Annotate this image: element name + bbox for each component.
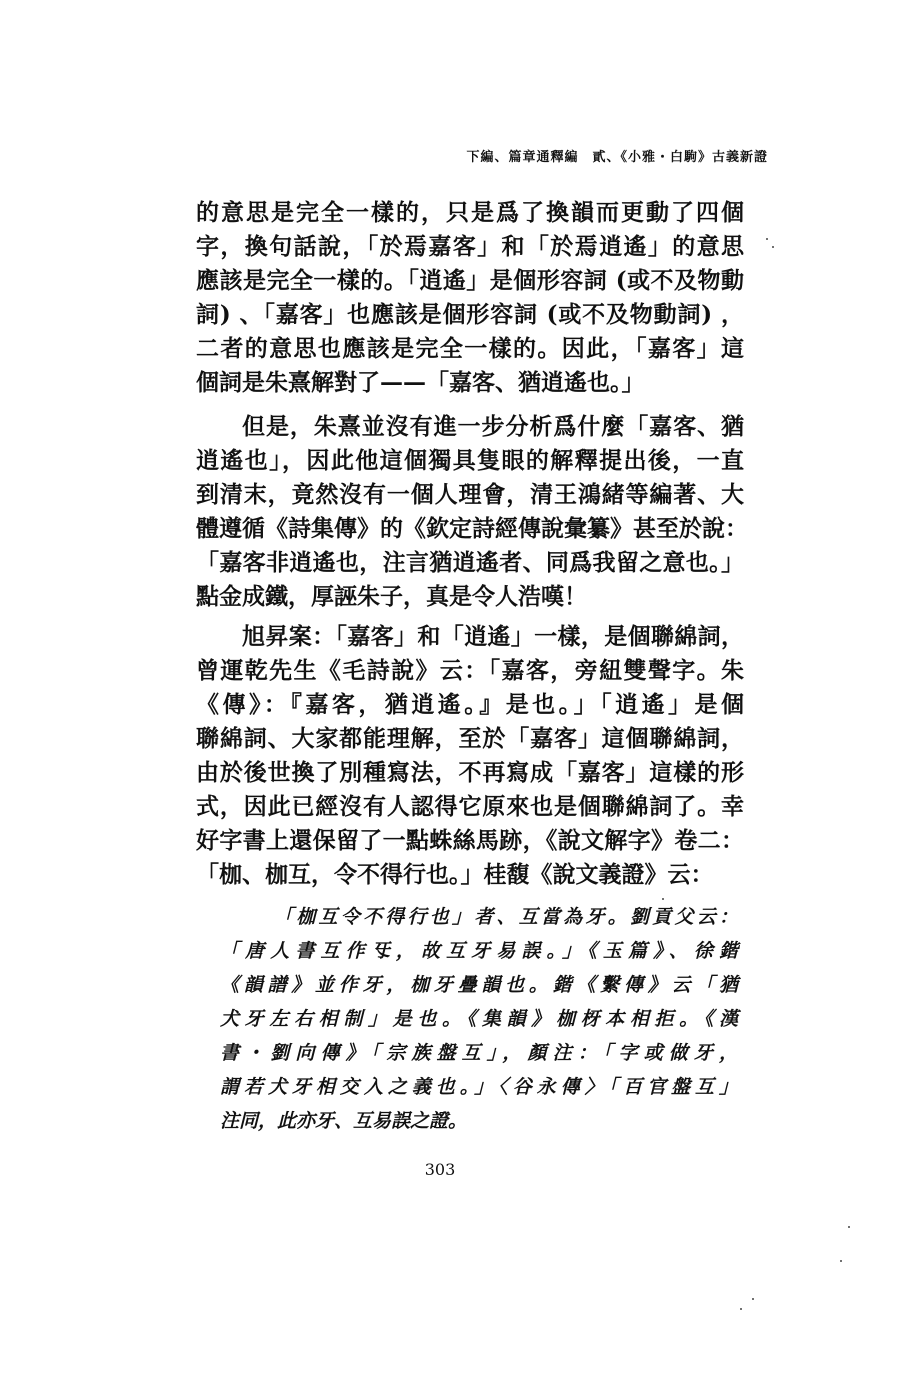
scan-speck: [752, 1298, 754, 1300]
scan-speck: [766, 238, 768, 240]
text-line: 體遵循《詩集傳》的《欽定詩經傳說彙纂》甚至於說：: [196, 515, 748, 542]
text-line: 二者的意思也應該是完全一樣的。因此，「嘉客」這: [196, 335, 744, 362]
running-header: 下編、篇章通釋編 貳、《小雅・白駒》古義新證: [466, 150, 768, 165]
text-line: 點金成鐵，厚誣朱子，真是令人浩嘆！: [196, 583, 587, 610]
page-number: 303: [424, 1160, 456, 1179]
paragraph-2: [196, 410, 748, 614]
quote-line: 《韻譜》並作牙，枷牙疊韻也。鍇《繫傳》云「猶: [220, 974, 738, 996]
text-line: 好字書上還保留了一點蛛絲馬跡，《說文解字》卷二：: [196, 827, 744, 854]
block-quote: [220, 900, 738, 1138]
text-line: 旭昇案：「嘉客」和「逍遙」一樣，是個聯綿詞，: [242, 623, 744, 650]
text-line: 「枷、枷互，令不得行也。」桂馥《說文義證》云：: [196, 861, 714, 888]
text-line: 聯綿詞、大家都能理解，至於「嘉客」這個聯綿詞，: [196, 725, 744, 752]
text-line: 式，因此已經沒有人認得它原來也是個聯綿詞了。幸: [196, 793, 744, 820]
text-line: 逍遙也」，因此他這個獨具隻眼的解釋提出後，一直: [196, 447, 744, 474]
text-line: 「嘉客非逍遙也，注言猶逍遙者、同爲我留之意也。」: [196, 549, 744, 576]
quote-line: 「唐人書互作㸦，故互牙易誤。」《玉篇》、徐鍇: [220, 940, 738, 962]
quote-line: 「枷互令不得行也」者、互當為牙。劉貢父云：: [274, 906, 738, 928]
text-line: 的意思是完全一樣的，只是爲了換韻而更動了四個: [196, 199, 744, 226]
paragraph-1: [196, 196, 744, 400]
text-line: 《傳》：『嘉客，猶逍遙。』是也。」「逍遙」是個: [196, 691, 744, 718]
text-line: 詞) 、「嘉客」也應該是個形容詞 (或不及物動詞) ，: [196, 301, 744, 328]
text-line: 字，換句話說，「於焉嘉客」和「於焉逍遙」的意思: [196, 233, 744, 260]
text-line: 曾運乾先生《毛詩說》云：「嘉客，旁紐雙聲字。朱: [196, 657, 744, 684]
text-line: 但是，朱熹並沒有進一步分析爲什麼「嘉客、猶: [242, 413, 744, 440]
scan-speck: [740, 1308, 742, 1310]
text-line: 到清末，竟然沒有一個人理會，清王鴻緒等編著、大: [196, 481, 744, 508]
paragraph-3: [196, 620, 744, 892]
quote-line: 書・劉向傳》「宗族盤互」，顏注：「字或做牙，: [220, 1042, 738, 1064]
text-line: 個詞是朱熹解對了——「嘉客、猶逍遙也。」: [196, 369, 645, 396]
quote-line: 謂若犬牙相交入之義也。」〈谷永傳〉「百官盤互」: [220, 1076, 738, 1098]
quote-line: 注同，此亦牙、互易誤之證。: [220, 1110, 468, 1132]
scan-speck: [772, 246, 774, 248]
quote-line: 犬牙左右相制」是也。《集韻》枷枒本相拒。《漢: [220, 1008, 738, 1030]
scan-speck: [662, 898, 664, 900]
scan-speck: [848, 1226, 850, 1228]
text-line: 應該是完全一樣的。「逍遙」是個形容詞 (或不及物動: [196, 267, 744, 294]
scan-speck: [840, 1260, 842, 1262]
text-line: 由於後世換了別種寫法，不再寫成「嘉客」這樣的形: [196, 759, 744, 786]
